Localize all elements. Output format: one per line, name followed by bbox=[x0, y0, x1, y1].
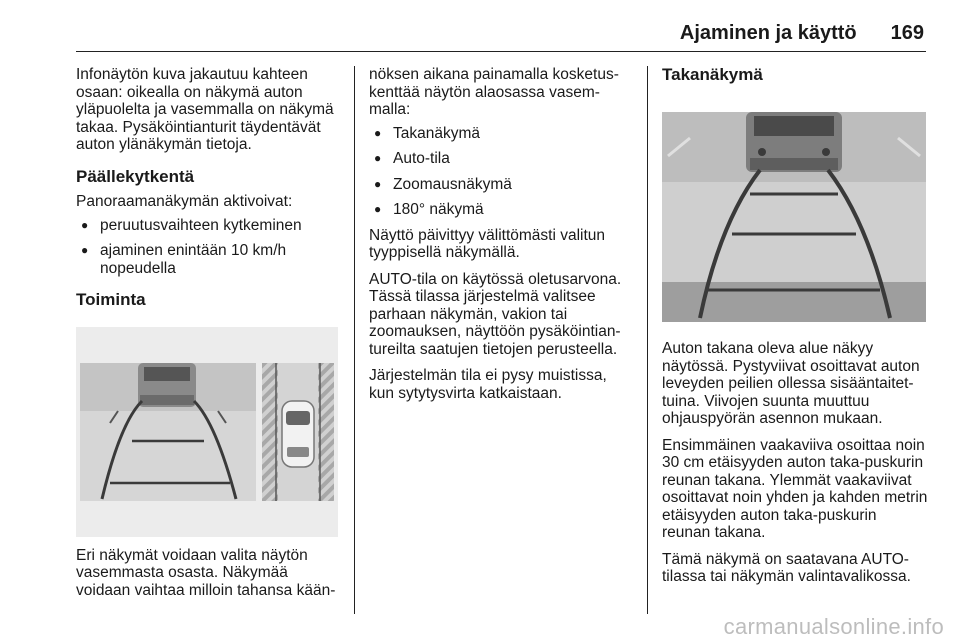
view-list bbox=[369, 125, 635, 219]
column-divider-1 bbox=[354, 66, 355, 614]
list-item: ● Auto-tila bbox=[369, 150, 635, 168]
paragraph-after-figure: Eri näkymät voidaan valita näytön vasemmasta osasta. Näkymää voidaan vaihtaa milloin tahansa kään- bbox=[76, 546, 336, 599]
page-number: 169 bbox=[890, 22, 924, 44]
page-header bbox=[680, 22, 924, 45]
paragraph-memory: Järjestelmän tila ei pysy muistissa, kun sytytysvirta katkaistaan. bbox=[369, 367, 607, 402]
list-item: ● Takanäkymä bbox=[369, 125, 635, 143]
list-item: ● 180° näkymä bbox=[369, 201, 635, 219]
header-rule bbox=[76, 51, 926, 52]
paragraph-continued: nöksen aikana painamalla kosketus-kenttää näytön alaosassa vasem-malla: bbox=[369, 66, 619, 118]
heading-function: Toiminta bbox=[76, 290, 146, 309]
watermark: carmanualsonline.info bbox=[723, 614, 944, 639]
activation-list bbox=[76, 217, 346, 278]
column-1 bbox=[76, 66, 346, 608]
heading-activation: Päällekytkentä bbox=[76, 166, 195, 186]
column-divider-2 bbox=[647, 66, 648, 614]
paragraph-3: Tämä näkymä on saatavana AUTO-tilassa tai näkymän valintavalikossa. bbox=[662, 550, 911, 585]
list-item: ● Zoomausnäkymä bbox=[369, 176, 635, 194]
rear-view-camera-image bbox=[662, 112, 926, 322]
heading-rear-view: Takanäkymä bbox=[662, 65, 763, 84]
column-3 bbox=[662, 66, 928, 595]
intro-paragraph: Infonäytön kuva jakautuu kahteen osaan: oikealla on näkymä auton yläpuolelta ja vasemmalla on näkymä takaa. Pysäköintianturit täydentävät auton ylänäkymän tietoja. bbox=[76, 66, 334, 153]
column-2 bbox=[369, 66, 635, 411]
panorama-view-figure bbox=[76, 327, 338, 537]
section-title: Ajaminen ja käyttö bbox=[679, 22, 857, 44]
top-view-image bbox=[262, 363, 334, 501]
activation-intro: Panoraamanäkymän aktivoivat: bbox=[76, 193, 293, 210]
list-item: ● peruutusvaihteen kytkeminen bbox=[76, 217, 346, 235]
paragraph-2: Ensimmäinen vaakaviiva osoittaa noin 30 cm etäisyyden auton taka-puskurin reunan takana. Ylemmät vaakaviivat osoittavat noin yhden ja kahden metrin etäisyyden auton taka-puskurin reunan takana. bbox=[662, 436, 928, 541]
list-item: ● ajaminen enintään 10 km/h nopeudella bbox=[76, 242, 346, 277]
paragraph-1: Auton takana oleva alue näkyy näytössä. Pystyviivat osoittavat auton leveyden peilien ollessa sisääntaitet-tuina. Viivojen suunta muuttuu ohjauspyörän asennon mukaan. bbox=[662, 340, 920, 427]
paragraph-auto: AUTO-tila on käytössä oletusarvona. Tässä tilassa järjestelmä valitsee parhaan näkymän, vakion tai zoomauksen, näyttöön pysäköintian-tureilta saatujen tietojen perusteella. bbox=[369, 270, 622, 358]
paragraph-update: Näyttö päivittyy välittömästi valitun tyyppisellä näkymällä. bbox=[369, 226, 606, 261]
rear-camera-view-image bbox=[80, 363, 256, 501]
